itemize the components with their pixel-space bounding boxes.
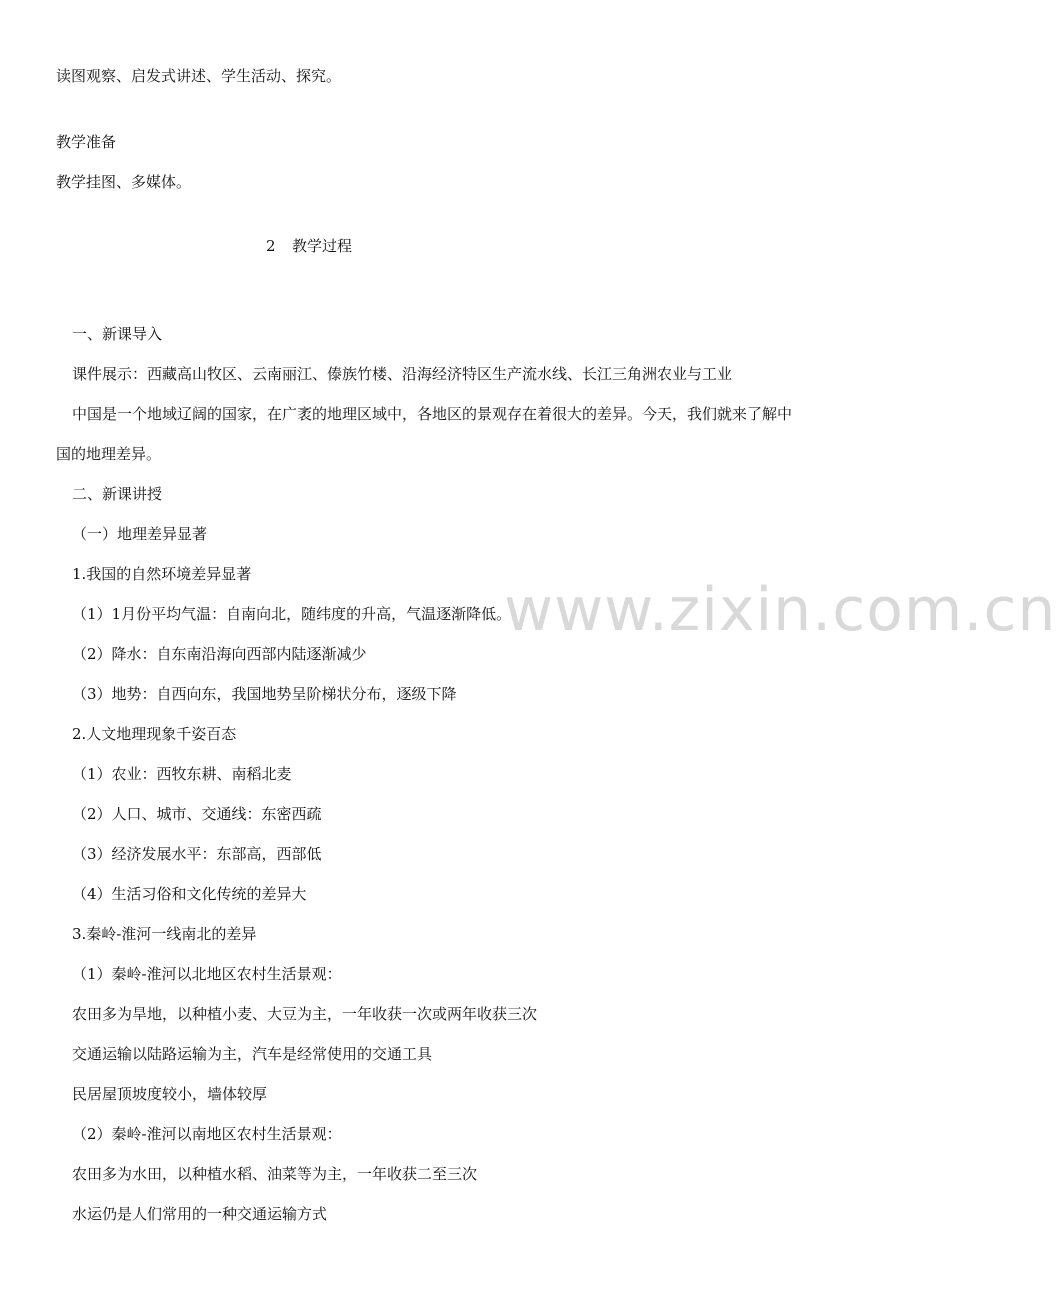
section-number: 2 <box>266 237 276 255</box>
south-farm-text: 农田多为水田，以种植水稻、油菜等为主，一年收获二至三次 <box>72 1165 478 1183</box>
north-transport-text: 交通运输以陆路运输为主，汽车是经常使用的交通工具 <box>72 1045 433 1063</box>
item2-point1: （1）农业：西牧东耕、南稻北麦 <box>72 765 292 783</box>
watermark: www.zixin.com.cn <box>504 575 1056 645</box>
part1-heading: （一）地理差异显著 <box>72 525 208 543</box>
item3-south-heading: （2）秦岭-淮河以南地区农村生活景观： <box>72 1125 342 1143</box>
teaching-prep-heading: 教学准备 <box>56 133 117 151</box>
north-farm-text: 农田多为旱地，以种植小麦、大豆为主，一年收获一次或两年收获三次 <box>72 1005 538 1023</box>
intro-paragraph-line1: 中国是一个地域辽阔的国家，在广袤的地理区域中，各地区的景观存在着很大的差异。今天，我们就来了解中 <box>72 405 793 423</box>
intro-paragraph-line2: 国的地理差异。 <box>56 445 162 463</box>
courseware-text: 课件展示：西藏高山牧区、云南丽江、傣族竹楼、沿海经济特区生产流水线、长江三角洲农业与工业 <box>72 365 733 383</box>
item2-point3: （3）经济发展水平：东部高，西部低 <box>72 845 322 863</box>
item3-north-heading: （1）秦岭-淮河以北地区农村生活景观： <box>72 965 342 983</box>
item1-point1: （1）1月份平均气温：自南向北，随纬度的升高，气温逐渐降低。 <box>72 605 512 623</box>
lecture-heading: 二、新课讲授 <box>72 485 163 503</box>
section-title: 教学过程 <box>292 237 353 255</box>
item1-point2: （2）降水：自东南沿海向西部内陆逐渐减少 <box>72 645 367 663</box>
teaching-prep-text: 教学挂图、多媒体。 <box>56 173 192 191</box>
item3-title: 3.秦岭-淮河一线南北的差异 <box>72 925 257 943</box>
intro-heading: 一、新课导入 <box>72 325 163 343</box>
north-house-text: 民居屋顶坡度较小，墙体较厚 <box>72 1085 268 1103</box>
item1-point3: （3）地势：自西向东，我国地势呈阶梯状分布，逐级下降 <box>72 685 457 703</box>
item1-title: 1.我国的自然环境差异显著 <box>72 565 252 583</box>
item2-point2: （2）人口、城市、交通线：东密西疏 <box>72 805 322 823</box>
item2-title: 2.人文地理现象千姿百态 <box>72 725 237 743</box>
south-transport-text: 水运仍是人们常用的一种交通运输方式 <box>72 1205 328 1223</box>
item2-point4: （4）生活习俗和文化传统的差异大 <box>72 885 307 903</box>
teaching-methods-text: 读图观察、启发式讲述、学生活动、探究。 <box>56 67 342 85</box>
